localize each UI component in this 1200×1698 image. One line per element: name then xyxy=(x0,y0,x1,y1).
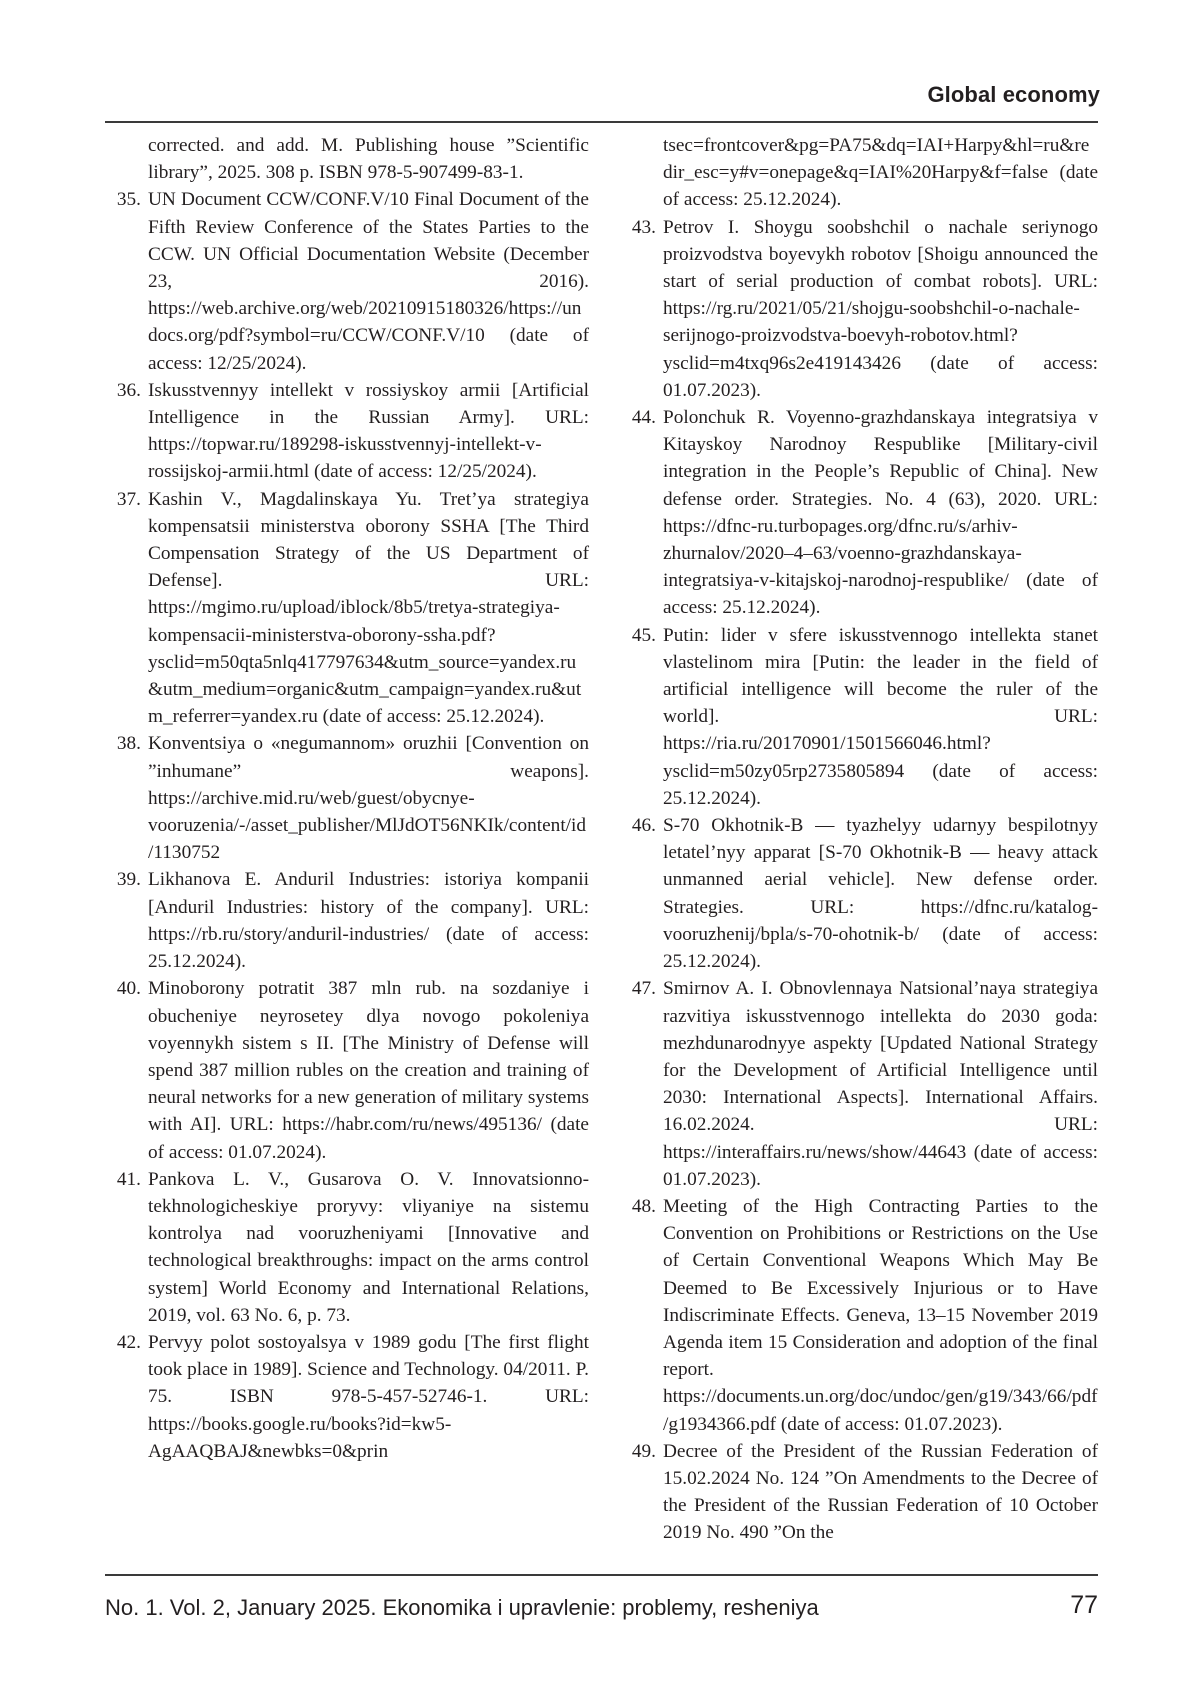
reference-number: 35. xyxy=(116,189,141,211)
reference-number: 36. xyxy=(116,379,141,401)
reference-text: S-70 Okhotnik-B — tyazhelyy udarnyy bespilotnyy letatel’nyy apparat [S-70 Okhotnik-B — heavy attack unmanned aerial vehicle]. New defense order. Strategies. URL: https://dfnc.ru/katalog-vooruzhenij/bpla/s-70-ohotnik-b/ (date of access: 25.12.2024). xyxy=(663,815,1098,973)
reference-item xyxy=(105,1166,589,1329)
reference-item xyxy=(105,186,589,376)
reference-item xyxy=(620,1193,1098,1438)
reference-number: 40. xyxy=(116,978,141,1000)
reference-item xyxy=(105,975,589,1165)
reference-number: 47. xyxy=(631,978,656,1000)
reference-number: 48. xyxy=(631,1195,656,1217)
reference-text: Konventsiya o «negumannom» oruzhii [Convention on ”inhumane” weapons]. https://archive.mid.ru/web/guest/obycnye-vooruzenia/-/asset_publisher/MlJdOT56NKIk/content/id/1130752 xyxy=(148,733,589,864)
reference-text: Likhanova E. Anduril Industries: istoriya kompanii [Anduril Industries: history of the company]. URL: https://rb.ru/story/anduril-industries/ (date of access: 25.12.2024). xyxy=(148,869,589,973)
reference-number: 42. xyxy=(116,1331,141,1353)
reference-number: 46. xyxy=(631,815,656,837)
reference-text: Pervyy polot sostoyalsya v 1989 godu [The first flight took place in 1989]. Science and Technology. 04/2011. P. 75. ISBN 978-5-457-52746-1. URL: https://books.google.ru/books?id=kw5-AgAAQBAJ&newbks=0&prin xyxy=(148,1331,589,1462)
reference-number: 43. xyxy=(631,216,656,238)
reference-text: Minoborony potratit 387 mln rub. na sozdaniye i obucheniye neyrosetey dlya novogo pokoleniya voyennykh sistem s II. [The Ministry of Defense will spend 387 million rubles on the creation and training of neural networks for a new generation of military systems with AI]. URL: https://habr.com/ru/news/495136/ (date of access: 01.07.2024). xyxy=(148,978,589,1163)
reference-number: 37. xyxy=(116,488,141,510)
reference-text: Pankova L. V., Gusarova O. V. Innovatsionno-tekhnologicheskiye proryvy: vliyaniye na sistemu kontrolya nad vooruzheniyami [Innovative and technological breakthroughs: impact on the arms control system] World Economy and International Relations, 2019, vol. 63 No. 6, p. 73. xyxy=(148,1168,589,1326)
reference-continuation: tsec=frontcover&pg=PA75&dq=IAI+Harpy&hl=ru&redir_esc=y#v=onepage&q=IAI%20Harpy&f=false (date of access: 25.12.2024). xyxy=(663,135,1098,211)
reference-number: 38. xyxy=(116,733,141,755)
right-column xyxy=(620,132,1098,1547)
reference-item xyxy=(620,812,1098,975)
reference-continuation: corrected. and add. M. Publishing house ”Scientific library”, 2025. 308 p. ISBN 978-5-907499-83-1. xyxy=(148,135,589,184)
reference-text: Petrov I. Shoygu soobshchil o nachale seriynogo proizvodstva boyevykh robotov [Shoigu announced the start of serial production of combat robots]. URL: https://rg.ru/2021/05/21/shojgu-soobshchil-o-nachale-serijnogo-proizvodstva-boevyh-robotov.html?ysclid=m4txq96s2e419143426 (date of access: 01.07.2023). xyxy=(663,216,1098,401)
reference-item xyxy=(620,622,1098,812)
reference-number: 45. xyxy=(631,624,656,646)
reference-item xyxy=(620,404,1098,622)
reference-number: 44. xyxy=(631,407,656,429)
reference-text: Decree of the President of the Russian Federation of 15.02.2024 No. 124 ”On Amendments to the Decree of the President of the Russian Federation of 10 October 2019 No. 490 ”On the xyxy=(663,1440,1098,1544)
reference-item xyxy=(620,1438,1098,1547)
reference-item xyxy=(105,1329,589,1465)
reference-item xyxy=(105,377,589,486)
running-head-section-title: Global economy xyxy=(927,82,1100,107)
reference-text: UN Document CCW/CONF.V/10 Final Document of the Fifth Review Conference of the States Parties to the CCW. UN Official Documentation Website (December 23, 2016). https://web.archive.org/web/20210915180326/https://undocs.org/pdf?symbol=ru/CCW/CONF.V/10 (date of access: 12/25/2024). xyxy=(148,189,589,374)
references-columns xyxy=(105,132,1098,1547)
reference-number: 39. xyxy=(116,869,141,891)
reference-item xyxy=(105,486,589,731)
reference-text: Meeting of the High Contracting Parties to the Convention on Prohibitions or Restrictions on the Use of Certain Conventional Weapons Which May Be Deemed to Be Excessively Injurious or to Have Indiscriminate Effects. Geneva, 13–15 November 2019 Agenda item 15 Consideration and adoption of the final report. https://documents.un.org/doc/undoc/gen/g19/343/66/pdf/g1934366.pdf (date of access: 01.07.2023). xyxy=(663,1195,1098,1435)
reference-number: 49. xyxy=(631,1440,656,1462)
reference-item xyxy=(620,975,1098,1193)
reference-text: Smirnov A. I. Obnovlennaya Natsional’naya strategiya razvitiya iskusstvennogo intellekta do 2030 goda: mezhdunarodnyye aspekty [Updated National Strategy for the Development of Artificial Intelligence until 2030: International Aspects]. International Affairs. 16.02.2024. URL: https://interaffairs.ru/news/show/44643 (date of access: 01.07.2023). xyxy=(663,978,1098,1190)
reference-item xyxy=(620,214,1098,404)
reference-item xyxy=(105,730,589,866)
reference-text: Polonchuk R. Voyenno-grazhdanskaya integratsiya v Kitayskoy Narodnoy Respublike [Military-civil integration in the People’s Republic of China]. New defense order. Strategies. No. 4 (63), 2020. URL: https://dfnc-ru.turbopages.org/dfnc.ru/s/arhiv-zhurnalov/2020–4–63/voenno-grazhdanskaya-integratsiya-v-kitajskoj-narodnoj-respublike/ (date of access: 25.12.2024). xyxy=(663,407,1098,619)
reference-item xyxy=(105,866,589,975)
reference-text: Iskusstvennyy intellekt v rossiyskoy armii [Artificial Intelligence in the Russian Army]. URL: https://topwar.ru/189298-iskusstvennyj-intellekt-v-rossijskoj-armii.html (date of access: 12/25/2024). xyxy=(148,379,589,483)
reference-text: Kashin V., Magdalinskaya Yu. Tret’ya strategiya kompensatsii ministerstva oborony SSHA [The Third Compensation Strategy of the US Department of Defense]. URL: https://mgimo.ru/upload/iblock/8b5/tretya-strategiya-kompensacii-ministerstva-oborony-ssha.pdf?ysclid=m50qta5nlq417797634&utm_source=yandex.ru&utm_medium=organic&utm_campaign=yandex.ru&utm_referrer=yandex.ru (date of access: 25.12.2024). xyxy=(148,488,589,728)
footer-divider xyxy=(105,1574,1098,1576)
left-column xyxy=(105,132,589,1547)
reference-text: Putin: lider v sfere iskusstvennogo intellekta stanet vlastelinom mira [Putin: the leader in the field of artificial intelligence will become the ruler of the world]. URL: https://ria.ru/20170901/1501566046.html?ysclid=m50zy05rp2735805894 (date of access: 25.12.2024). xyxy=(663,624,1098,809)
header-divider xyxy=(105,121,1098,123)
page-number: 77 xyxy=(1070,1591,1098,1619)
reference-number: 41. xyxy=(116,1168,141,1190)
journal-citation: No. 1. Vol. 2, January 2025. Ekonomika i upravlenie: problemy, resheniya xyxy=(105,1595,819,1620)
